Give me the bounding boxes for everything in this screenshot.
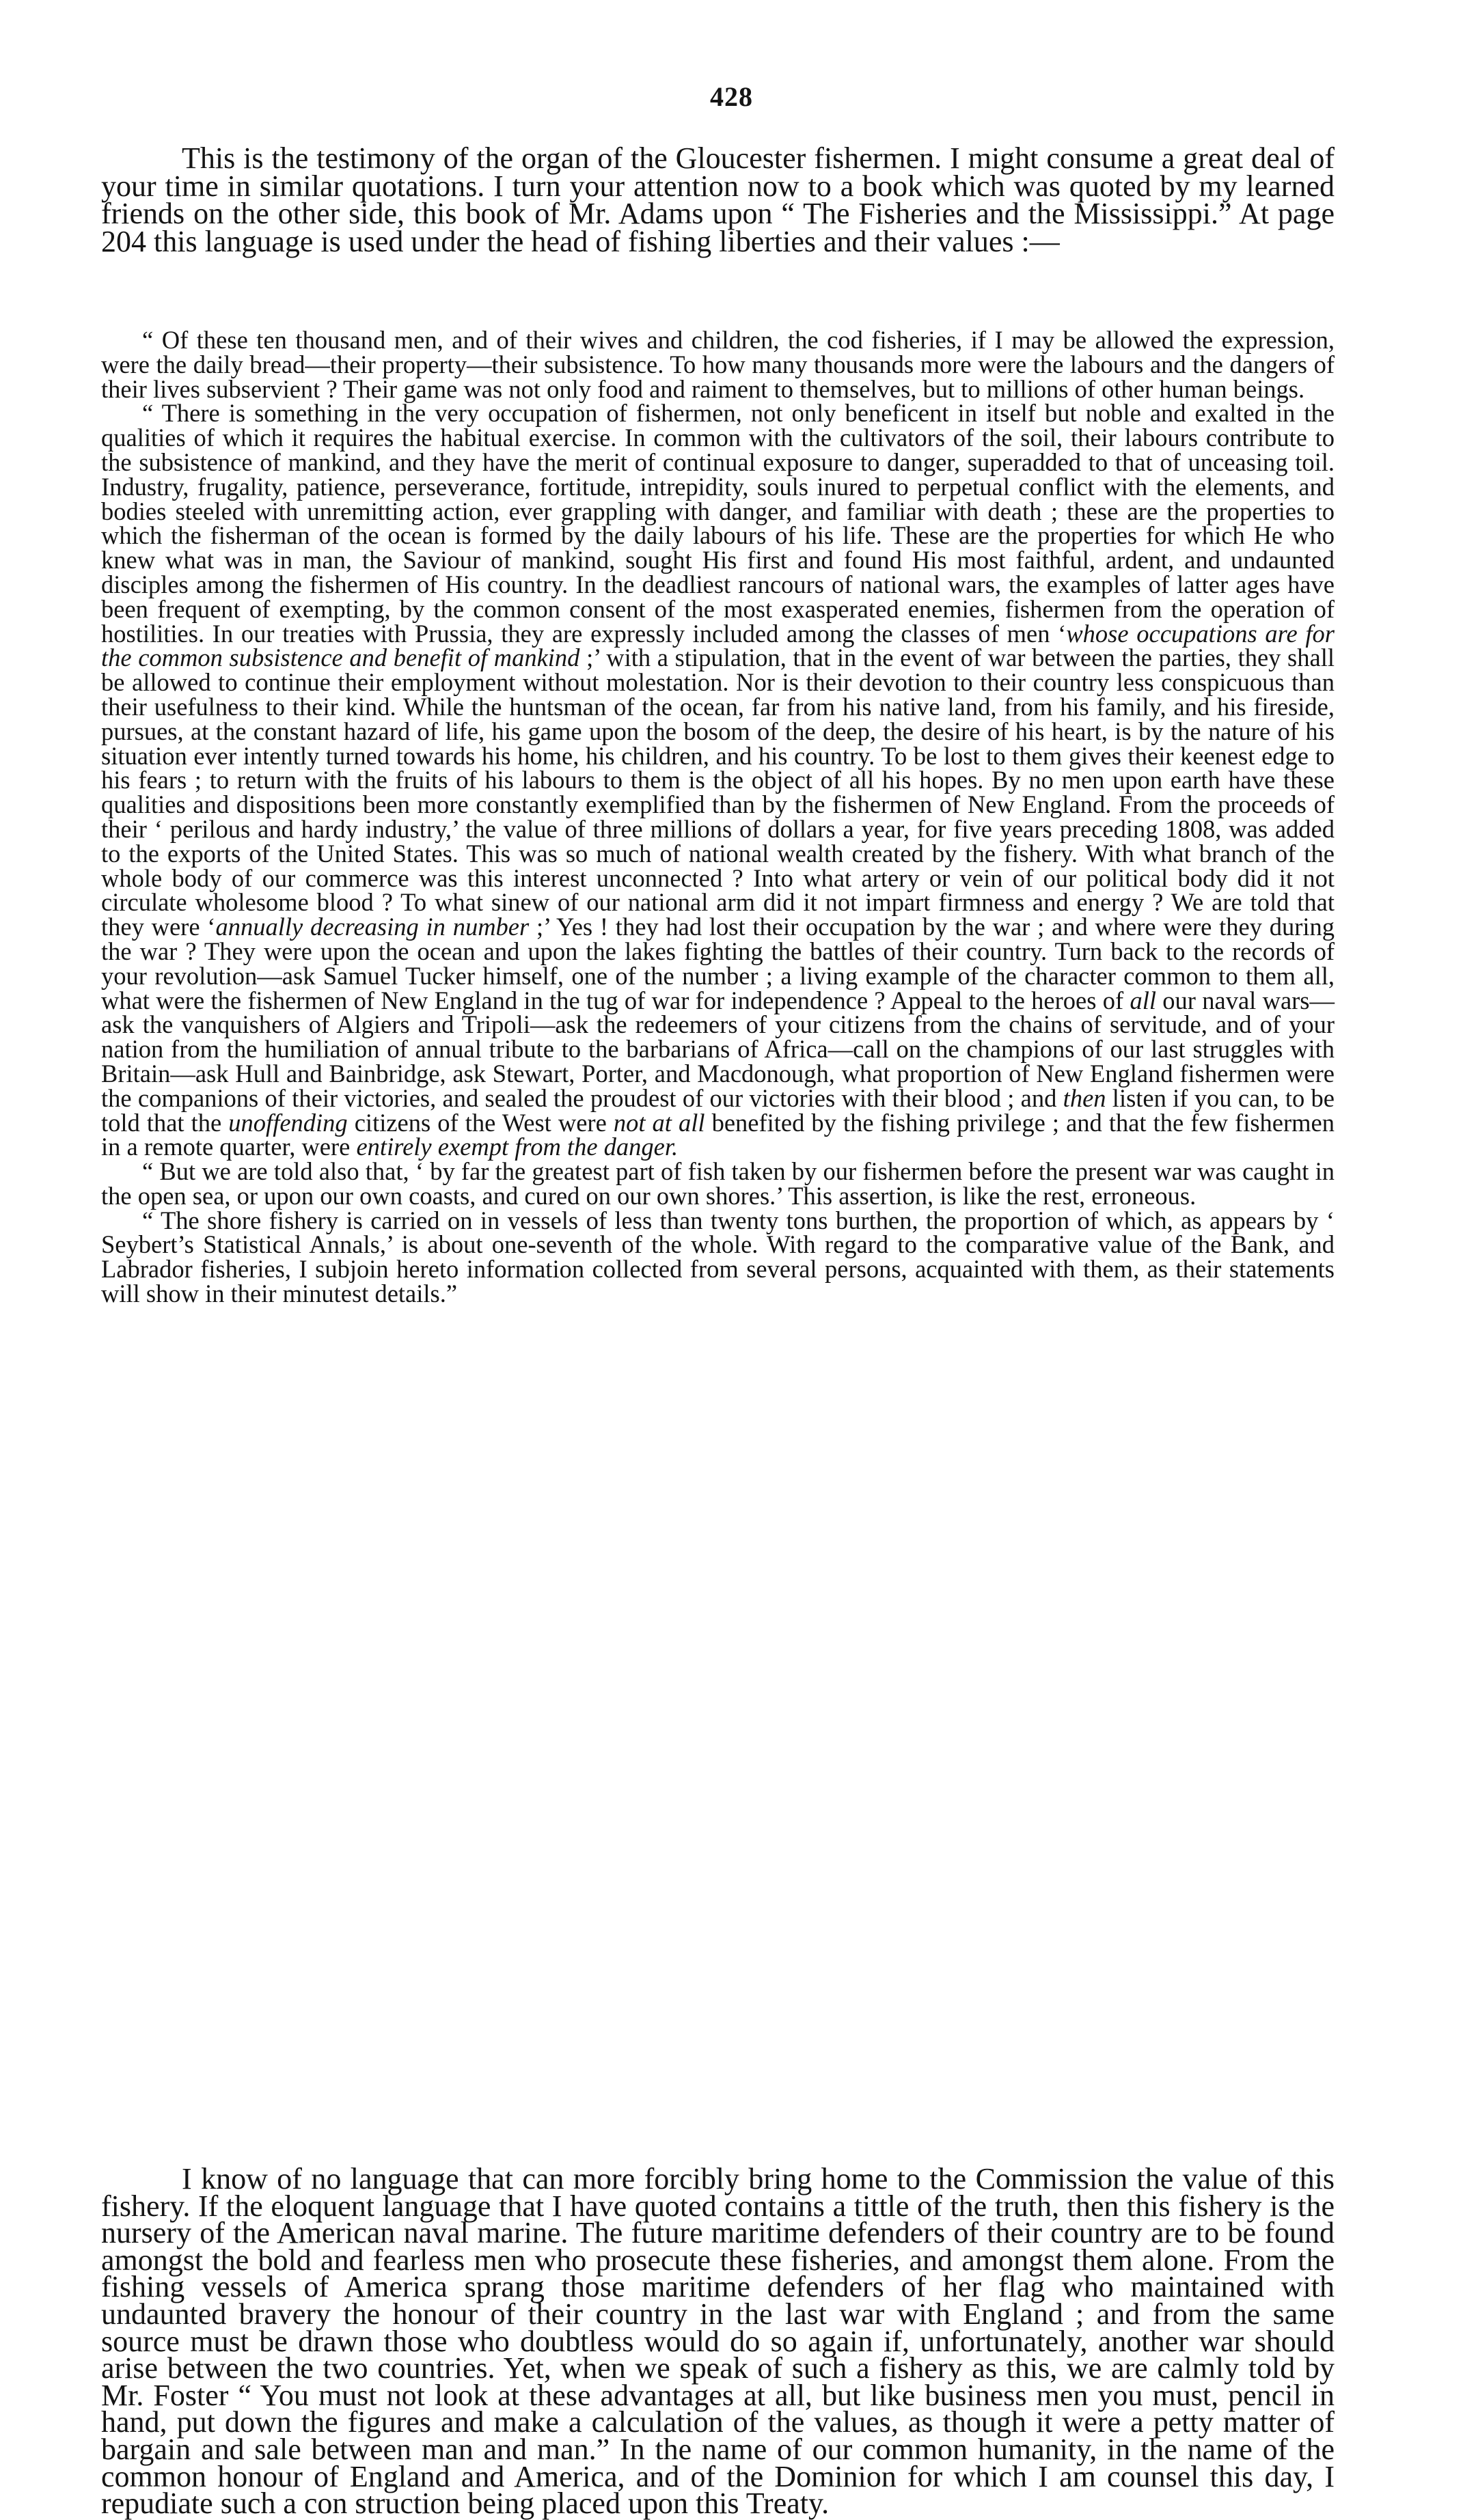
quote-paragraph-4: “ The shore fishery is carried on in vessels of less than twenty tons burthen, the proportion of which, as appears by ‘ Seybert’s Statistical Annals,’ is about one-seventh of the whole. With regard to the comparative value of the Bank, and Labrador fisheries, I subjoin hereto information collected from several persons, acquainted with them, as their statements will show in their minutest details.” (101, 1206, 1335, 1308)
quote-emphasis: then (1063, 1083, 1106, 1112)
quote-emphasis: not at all (613, 1108, 705, 1137)
quote-text: “ There is something in the very occupation of fishermen, not only beneficent in itself but noble and exalted in the qualities of which it requires the habitual exercise. In common with the cultivators of the soil, their labours contribute to the subsistence of mankind, and they have the merit of continual exposure to danger, superadded to that of unceasing toil. Industry, frugality, patience, perseverance, fortitude, intrepidity, souls inured to perpetual conflict with the elements, and bodies steeled with unremitting action, ever grappling with danger, and familiar with death ; these are the properties to which the fisherman of the ocean is formed by the daily labours of his life. These are the properties for which He who knew what was in man, the Saviour of mankind, sought His first and found His most faithful, ardent, and undaunted disciples among the fishermen of His country. In the deadliest rancours of national wars, the examples of latter ages have been frequent of exempting, by the common consent of the most exasperated enemies, fishermen from the operation of hostilities. In our treaties with Prussia, they are expressly included among the classes of men ‘ (101, 399, 1335, 648)
quote-paragraph-1: “ Of these ten thousand men, and of their wives and children, the cod fisheries, if I may be allowed the expression, were the daily bread—their property—their subsistence. To how many thousands more were the labours and the dangers of their lives subservient ? Their game was not only food and raiment to themselves, but to millions of other human beings. (101, 326, 1335, 403)
quote-paragraph-3: “ But we are told also that, ‘ by far the greatest part of fish taken by our fishermen before the present war was caught in the open sea, or upon our own coasts, and cured on our own shores.’ This assertion, is like the rest, erroneous. (101, 1157, 1335, 1210)
block-quotation (101, 328, 1335, 1306)
quote-text: benefited by the fishing privilege ; and that the few fishermen in a remote quarter, were (101, 1108, 1335, 1161)
quote-emphasis: annually decreasing in number (215, 913, 530, 941)
lead-paragraph: This is the testimony of the organ of the Gloucester fishermen. I might consume a great deal of your time in similar quotations. I turn your attention now to a book which was quoted by my learned friends on the other side, this book of Mr. Adams upon “ The Fisheries and the Mississippi.” At page 204 this language is used under the head of fishing liberties and their values :— (101, 141, 1335, 258)
quote-paragraph-2 (101, 401, 1335, 1159)
quote-emphasis: unoffending (228, 1108, 348, 1137)
quote-text: ;’ with a stipulation, that in the event of war between the parties, they shall be allowed to continue their employment without molestation. Nor is their devotion to their country less conspicuous than their usefulness to their kind. While the huntsman of the ocean, far from his native land, from his family, and his fireside, pursues, at the constant hazard of life, his game upon the bosom of the deep, the desire of his heart, is by the nature of his situation ever intently turned towards his home, his children, and his country. To be lost to them gives their keenest edge to his fears ; to return with the fruits of his labours to them is the object of all his hopes. By no men upon earth have these qualities and dispositions been more constantly exemplified than by the fishermen of New England. From the proceeds of their ‘ perilous and hardy industry,’ the value of three millions of dollars a year, for five years preceding 1808, was added to the exports of the United States. This was so much of national wealth created by the fishery. With what branch of the whole body of our commerce was this interest unconnected ? Into what artery or vein of our political body did it not circulate wholesome blood ? To what sinew of our national arm did it not impart firmness and energy ? We are told that they were ‘ (101, 643, 1335, 941)
quote-text: listen if you can, to be told that the (101, 1083, 1335, 1137)
quote-emphasis: whose occupations are for the common subsistence and benefit of mankind (101, 619, 1335, 672)
quote-emphasis: all (1130, 986, 1156, 1014)
quote-text: our naval wars—ask the vanquishers of Algiers and Tripoli—ask the redeemers of your citizens from the chains of servitude, and of your nation from the humiliation of annual tribute to the barbarians of Africa—call on the champions of our last struggles with Britain—ask Hull and Bainbridge, ask Stewart, Porter, and Macdonough, what proportion of New England fishermen were the companions of their victories, and sealed the proudest of our victories with their blood ; and (101, 986, 1335, 1112)
quote-emphasis: entirely exempt from the danger. (356, 1133, 679, 1161)
page-number: 428 (710, 81, 753, 112)
quote-text: citizens of the West were (347, 1108, 614, 1137)
quote-text: ;’ Yes ! they had lost their occupation by the war ; and where were they during the war ? They were upon the ocean and upon the lakes fighting the battles of their country. Turn back to the records of your revolution—ask Samuel Tucker himself, one of the number ; a living example of the character common to them all, what were the fishermen of New England in the tug of war for independence ? Appeal to the heroes of (101, 913, 1335, 1014)
conclusion-paragraph: I know of no language that can more forcibly bring home to the Commission the value of this fishery. If the eloquent language that I have quoted contains a tittle of the truth, then this fishery is the nursery of the American naval marine. The future maritime defenders of their country are to be found amongst the bold and fearless men who prosecute these fisheries, and amongst them alone. From the fishing vessels of America sprang those maritime defenders of her flag who maintained with undaunted bravery the honour of their country in the last war with England ; and from the same source must be drawn those who doubtless would do so again if, unfortunately, another war should arise between the two countries. Yet, when we speak of such a fishery as this, we are calmly told by Mr. Foster “ You must not look at these advantages at all, but like business men you must, pencil in hand, put down the figures and make a calculation of the values, as though it were a petty matter of bargain and sale between man and man.” In the name of our common humanity, in the name of the common honour of England and America, and of the Dominion for which I am counsel this day, I repudiate such a con struction being placed upon this Treaty. (101, 2162, 1335, 2520)
